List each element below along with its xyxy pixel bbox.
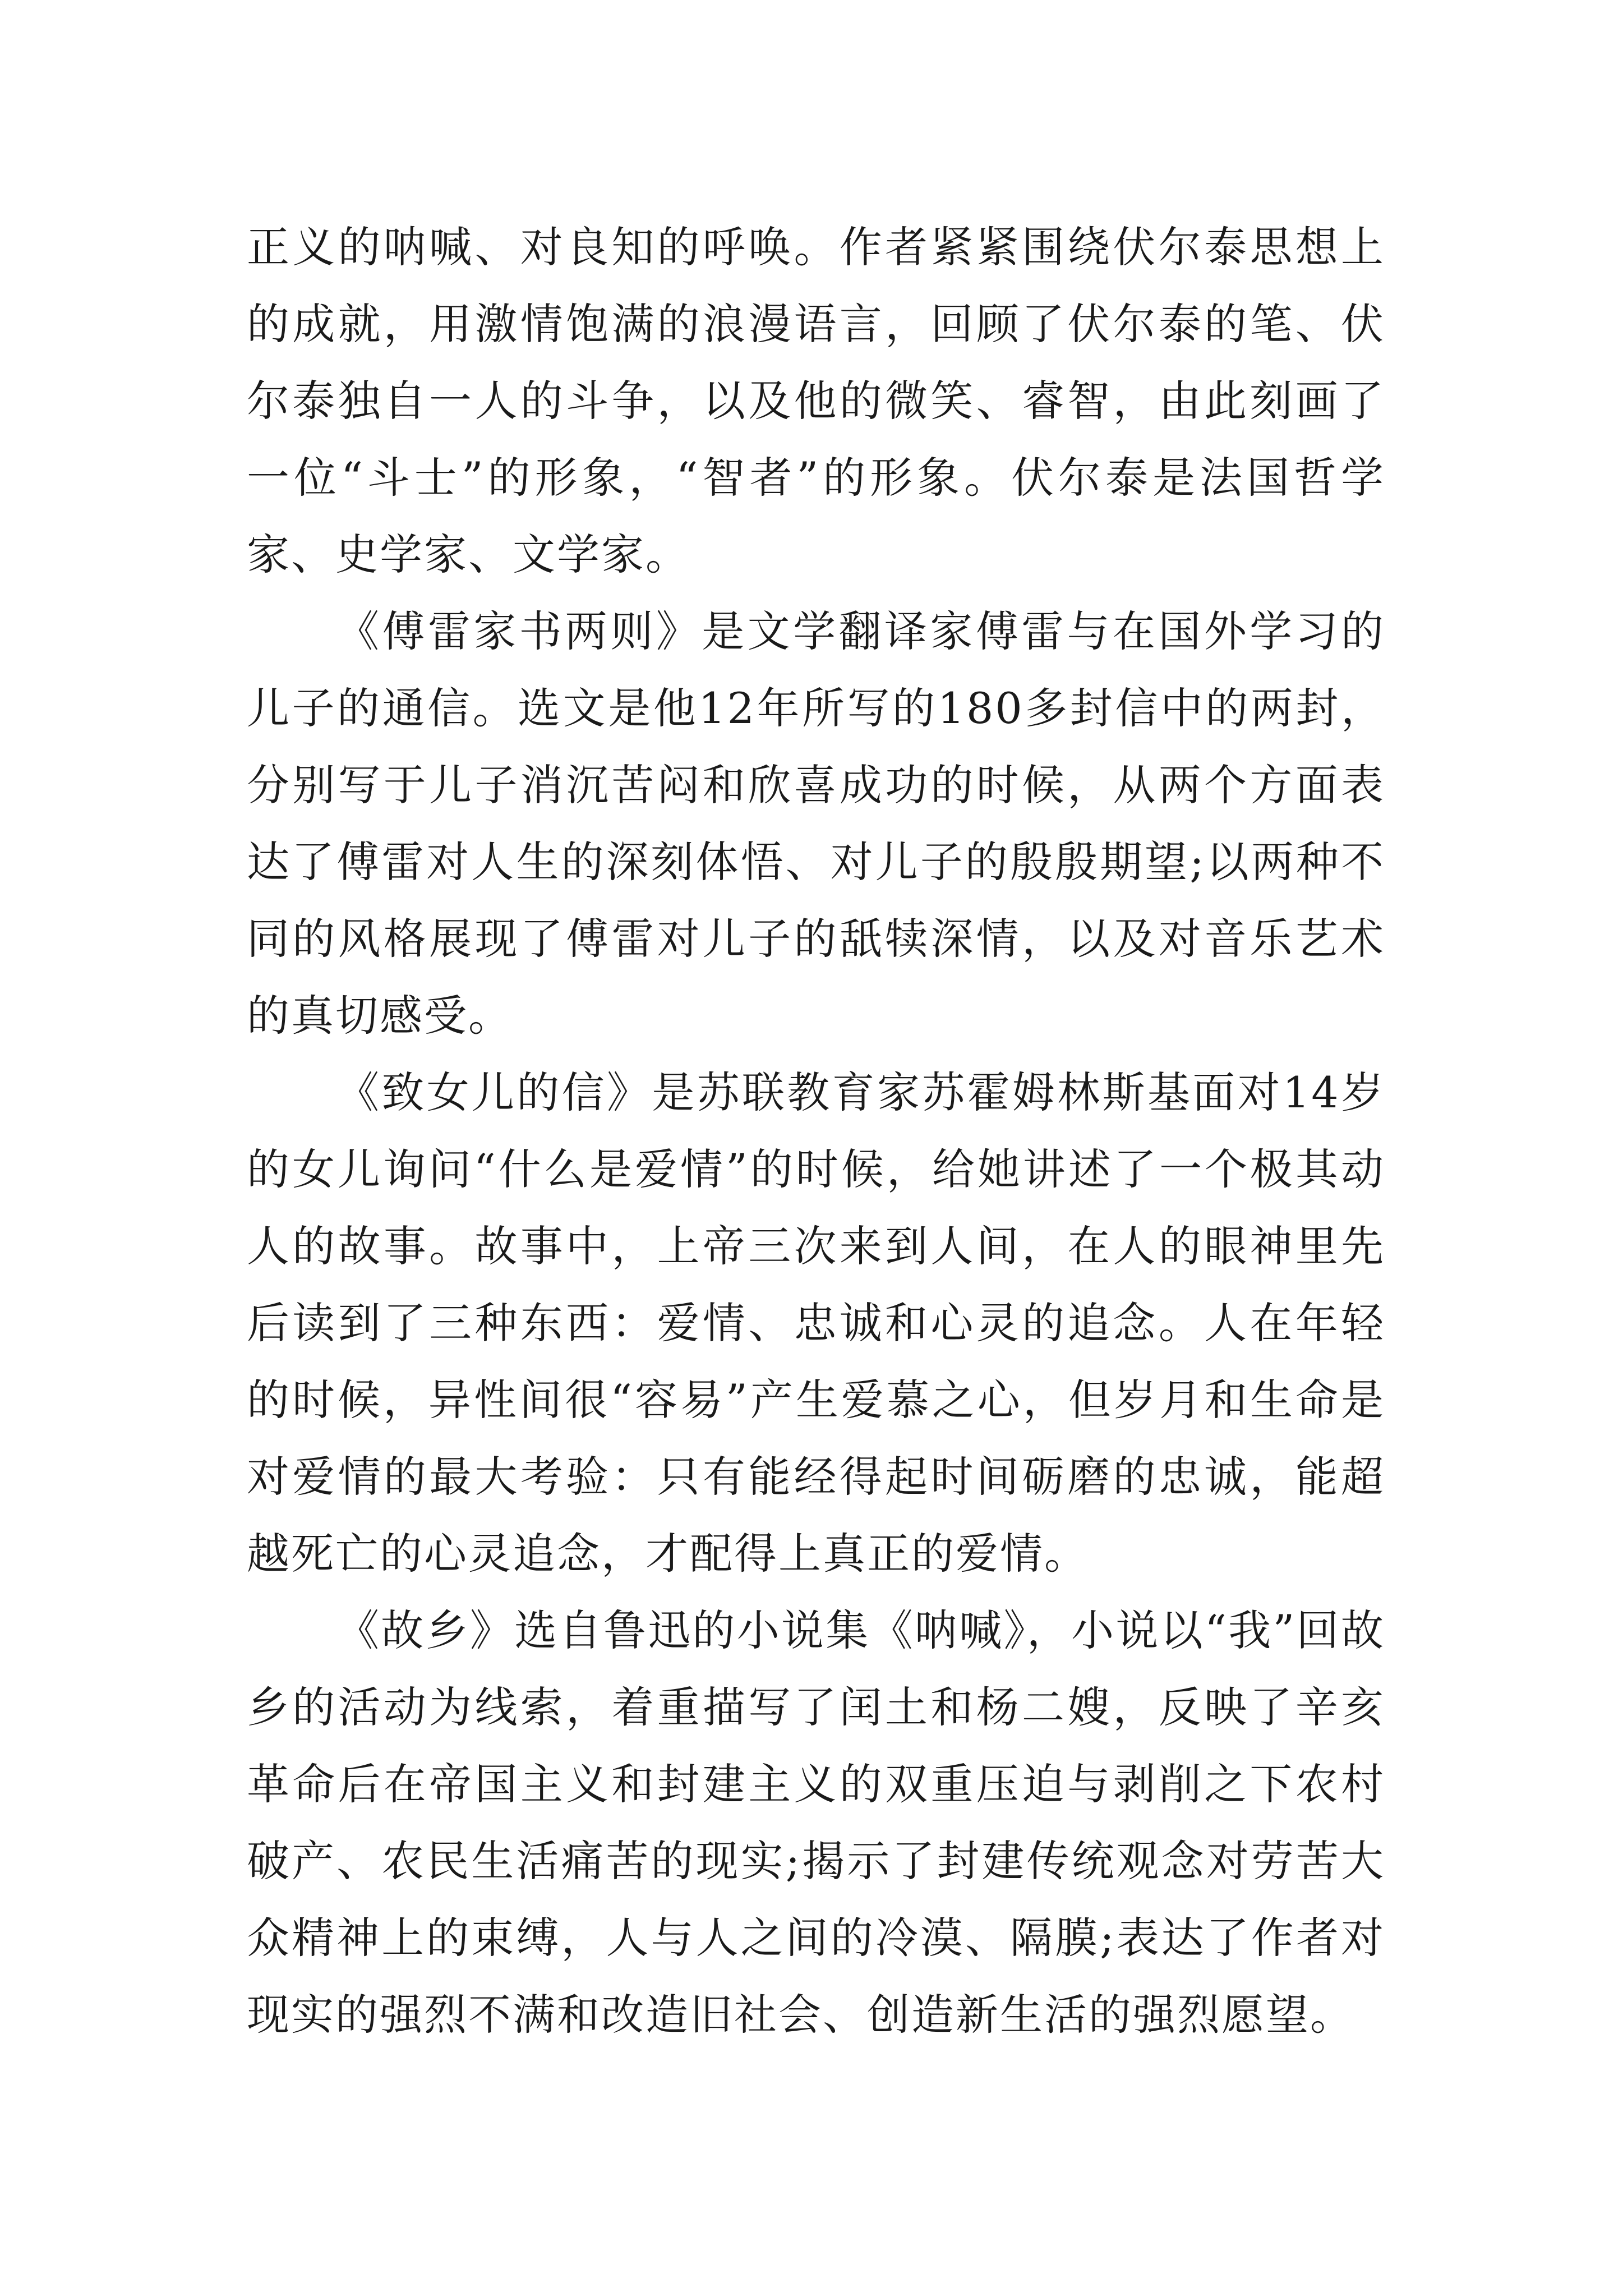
paragraph-hometown: 《故乡》选自鲁迅的小说集《呐喊》，小说以“我”回故乡的活动为线索，着重描写了闰土和杨二嫂，反映了辛亥革命后在帝国主义和封建主义的双重压迫与剥削之下农村破产、农民生活痛苦的现实;揭示了封建传统观念对劳苦大众精神上的束缚，人与人之间的冷漠、隔膜;表达了作者对现实的强烈不满和改造旧社会、创造新生活的强烈愿望。	[247, 1605, 1385, 2040]
paragraph-fu-lei-letters: 《傅雷家书两则》是文学翻译家傅雷与在国外学习的儿子的通信。选文是他12年所写的180多封信中的两封，分别写于儿子消沉苦闷和欣喜成功的时候，从两个方面表达了傅雷对人生的深刻体悟、对儿子的殷殷期望;以两种不同的风格展现了傅雷对儿子的舐犊深情，以及对音乐艺术的真切感受。	[247, 606, 1385, 1041]
paragraph-voltaire: 正义的呐喊、对良知的呼唤。作者紧紧围绕伏尔泰思想上的成就，用激情饱满的浪漫语言，回顾了伏尔泰的笔、伏尔泰独自一人的斗争，以及他的微笑、睿智，由此刻画了一位“斗士”的形象，“智者”的形象。伏尔泰是法国哲学家、史学家、文学家。	[247, 222, 1385, 579]
paragraph-letter-to-daughter: 《致女儿的信》是苏联教育家苏霍姆林斯基面对14岁的女儿询问“什么是爱情”的时候，给她讲述了一个极其动人的故事。故事中，上帝三次来到人间，在人的眼神里先后读到了三种东西：爱情、忠诚和心灵的追念。人在年轻的时候，异性间很“容易”产生爱慕之心，但岁月和生命是对爱情的最大考验：只有能经得起时间砺磨的忠诚，能超越死亡的心灵追念，才配得上真正的爱情。	[247, 1068, 1385, 1579]
document-body	[247, 209, 1385, 2053]
